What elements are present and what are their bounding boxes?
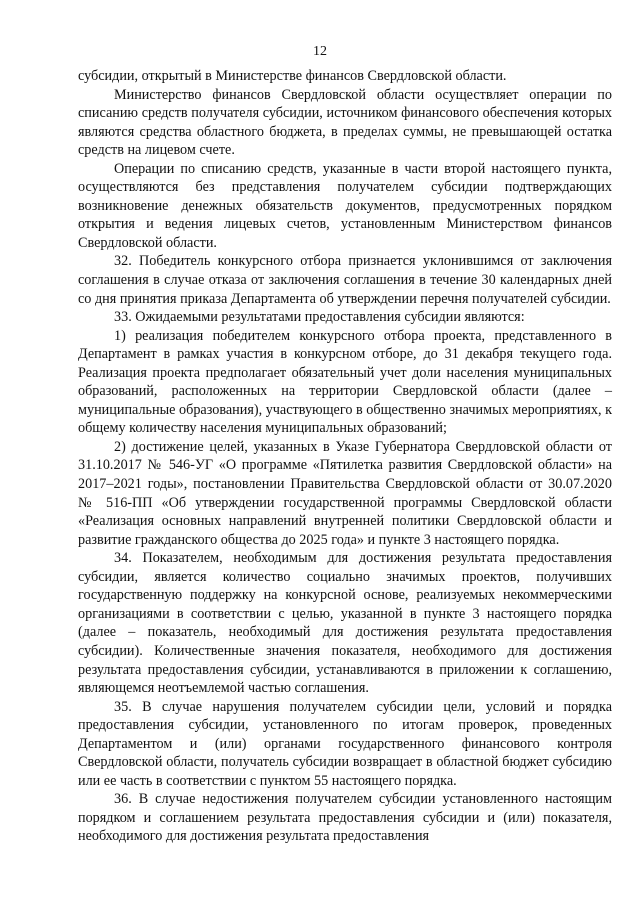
paragraph-clause-33-item-1: 1) реализация победителем конкурсного отбора проекта, представленного в Департамент в рамках участия в конкурсном отборе, до 31 декабря текущего года. Реализация проекта предполагает обязательный учет доли населения муниципальных образований, расположенных на территории Свердловской области (далее – муниципальные образования), участвующего в общественно значимых мероприятиях, к общему количеству населения муниципальных образований; (78, 327, 612, 437)
paragraph-clause-33-item-2: 2) достижение целей, указанных в Указе Губернатора Свердловской области от 31.10.2017 № 546-УГ «О программе «Пятилетка развития Свердловской области» на 2017–2021 годы», постановлении Правительства Свердловской области от 30.07.2020 № 516-ПП «Об утверждении государственной программы Свердловской области «Реализация основных направлений внутренней политики Свердловской области и развитие гражданского общества до 2025 года» и пункте 3 настоящего порядка. (78, 438, 612, 548)
paragraph-clause-33: 33. Ожидаемыми результатами предоставления субсидии являются: (114, 309, 525, 326)
paragraph-debit-operations: Операции по списанию средств, указанные в части второй настоящего пункта, осуществляются без представления получателем субсидии подтверждающих возникновение денежных обязательств документов, предусмотренных порядком открытия и ведения лицевых счетов, установленным Министерством финансов Свердловской области. (78, 160, 612, 251)
document-body (78, 67, 612, 846)
paragraph-clause-34: 34. Показателем, необходимым для достижения результата предоставления субсидии, является количество социально значимых проектов, получивших государственную поддержку на конкурсной основе, реализуемых некоммерческими организациями в соответствии с целью, указанной в пункте 3 настоящего порядка (далее – показатель, необходимый для достижения результата предоставления субсидии). Количественные значения показателя, необходимого для достижения результата предоставления субсидии, устанавливаются в приложении к соглашению, являющемся неотъемлемой частью соглашения. (78, 550, 612, 697)
page-number: 12 (313, 44, 327, 59)
paragraph-clause-35: 35. В случае нарушения получателем субсидии цели, условий и порядка предоставления субсидии, установленного по итогам проверок, проведенных Департаментом и (или) органами государственного финансового контроля Свердловской области, получатель субсидии возвращает в областной бюджет субсидию или ее часть в соответствии с пунктом 55 настоящего порядка. (78, 698, 612, 789)
paragraph-clause-32: 32. Победитель конкурсного отбора признается уклонившимся от заключения соглашения в случае отказа от заключения соглашения в течение 30 календарных дней со дня принятия приказа Департамента об утверждении перечня получателей субсидии. (78, 253, 612, 307)
paragraph-clause-36: 36. В случае недостижения получателем субсидии установленного настоящим порядком и соглашением результата предоставления субсидии и (или) показателя, необходимого для достижения результата предоставления (78, 791, 612, 845)
paragraph-continuation: субсидии, открытый в Министерстве финансов Свердловской области. (78, 68, 507, 84)
paragraph-ministry-operations: Министерство финансов Свердловской области осуществляет операции по списанию средств получателя субсидии, источником финансового обеспечения которых являются средства областного бюджета, в пределах суммы, не превышающей остатка средств на лицевом счете. (78, 86, 612, 159)
